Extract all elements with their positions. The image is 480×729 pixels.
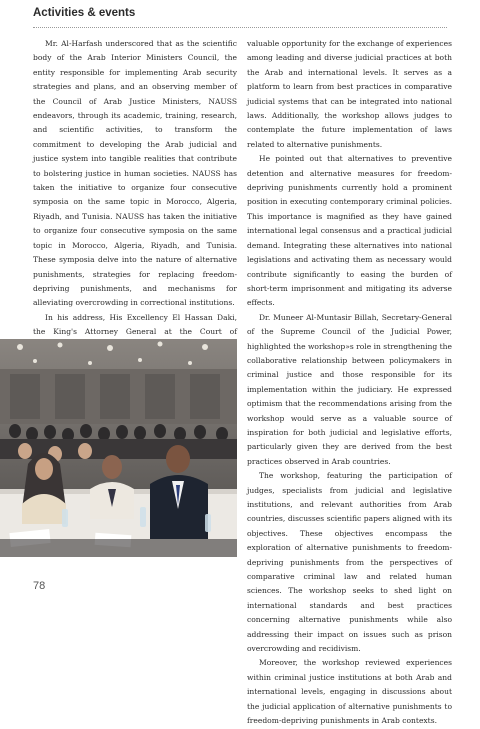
workshop-photo <box>0 339 237 557</box>
body-paragraph: He pointed out that alternatives to preventive detention and alternative measures for freedom-depriving punishments currently hold a prominent position in executing contemporary criminal policies. This importance is magnified as they have gained international legal consensus and a practical judicial demand. Integrating these alternatives into national legislations and activating them as necessary would contribute significantly to easing the burden of short-term imprisonment and mitigating its adverse effects. <box>247 154 452 308</box>
body-paragraph: valuable opportunity for the exchange of experiences among leading and diverse judicial practices at both the Arab and international levels. It serves as a platform to learn from best practices in comparative judicial systems that can be integrated into national laws. Additionally, the workshop allows judges to contemplate the future implementation of laws related to alternative punishments. <box>247 39 452 149</box>
body-paragraph: The workshop, featuring the participation of judges, specialists from judicial and legislative institutions, and relevant authorities from Arab countries, discusses scientific papers aligned with its objectives. These objectives encompass the exploration of alternative punishments to freedom-depriving punishments from the perspectives of comparative criminal law and related human sciences. The workshop seeks to shed light on international standards and best practices concerning alternative punishments while also addressing their impact on issues such as prison overcrowding and recidivism. <box>247 471 452 654</box>
body-paragraph: Dr. Muneer Al-Muntasir Billah, Secretary-General of the Supreme Council of the Judicial Power, highlighted the workshop»s role in strengthening the collaborative relationship between policymakers in criminal justice and those responsible for its implementation within the judiciary. He expressed optimism that the recommendations arising from the workshop would serve as a valuable source of inspiration for both judicial and legislative efforts, particularly given they are derived from the best practices observed in Arab countries. <box>247 312 453 466</box>
conference-audience-photo <box>0 339 237 557</box>
right-text-column <box>247 37 452 729</box>
section-title: Activities & events <box>33 7 136 19</box>
body-paragraph: Mr. Al-Harfash underscored that as the scientific body of the Arab Interior Ministers Council, the entity responsible for implementing Arab security strategies and plans, and an observing member of the Council of Arab Justice Ministers, NAUSS endeavors, through its academic, training, research, and scientific activities, to transform the commitment to developing the Arab judicial and justice system into tangible realities that contribute to bolstering justice in human societies. NAUSS has taken the initiative to organize four consecutive symposia on the same topic in Morocco, Algeria, Riyadh, and Tunisia. NAUSS has taken the initiative to organize four consecutive symposia on the same topic in Morocco, Algeria, Riyadh, and Tunisia. These symposia delve into the nature of alternative punishments, strategies for replacing freedom-depriving punishments, and mechanisms for alleviating overcrowding in correctional institutions. <box>33 39 237 308</box>
body-paragraph: In his address, His Excellency El Hassan Daki, the King's Attorney General at the Court of <box>33 312 237 337</box>
body-paragraph: Moreover, the workshop reviewed experiences within criminal justice institutions at both Arab and international levels, engaging in discussions about the judicial application of alternative punishments to freedom-depriving punishments in Arab contexts. <box>247 658 452 726</box>
page-number: 78 <box>33 580 46 592</box>
header-divider <box>33 27 447 28</box>
